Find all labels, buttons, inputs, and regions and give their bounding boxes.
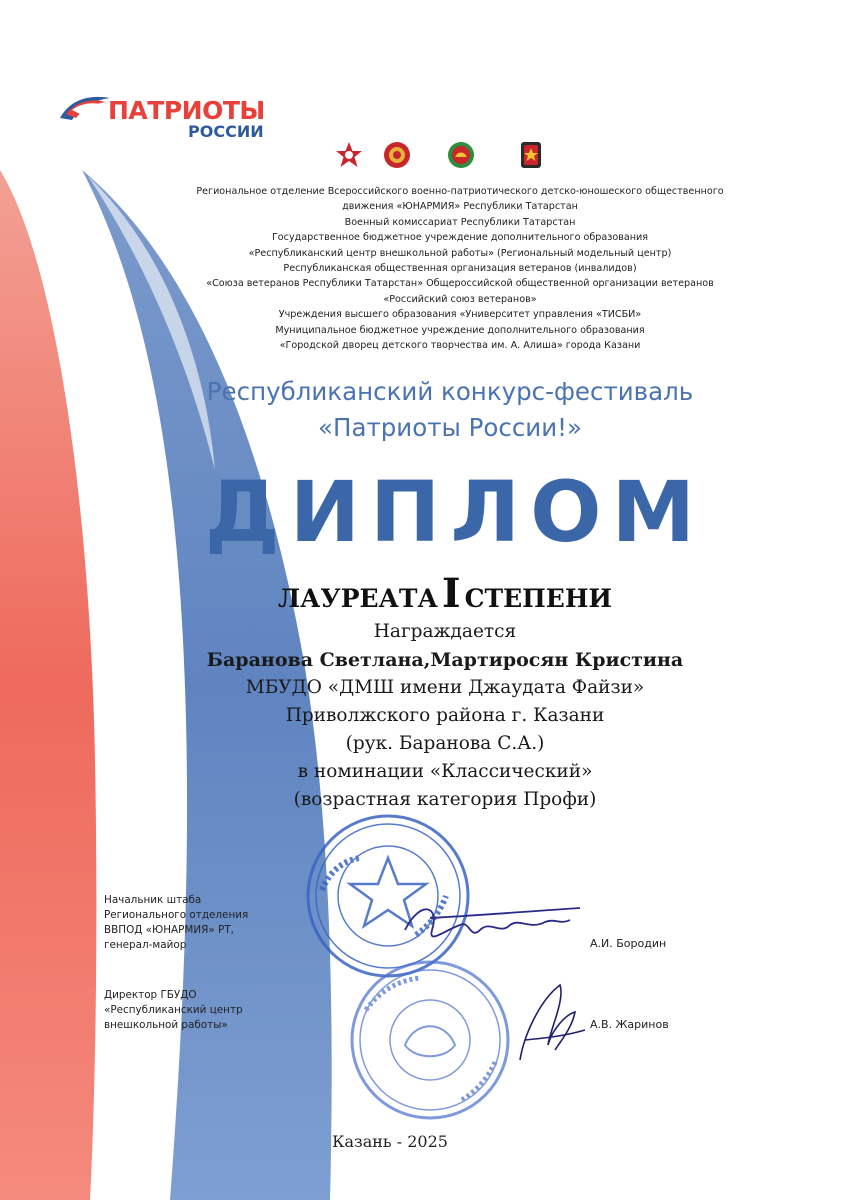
organizer-line: Военный комиссариат Республики Татарстан [344,216,576,228]
emblems-row [330,140,550,174]
diploma-title: ДИПЛОМ [204,463,706,561]
degree-roman: I [441,570,461,617]
district-name: Приволжского района г. Казани [285,705,605,726]
tatarstan-emblem-icon [446,140,476,170]
organizer-line: Республиканская общественная организация ветеранов (инвалидов) [283,263,637,275]
organizer-line: Государственное бюджетное учреждение дополнительного образования [271,232,649,244]
degree-word-degree: СТЕПЕНИ [464,584,613,613]
position-line: «Республиканский центр [104,1004,243,1016]
yunarmiya-star-icon [334,140,364,170]
contest-line-2: «Патриоты России!» [318,413,582,442]
position-line: генерал-майор [104,939,187,951]
logo-word-russia: РОССИИ [188,122,264,141]
degree-word-laureate: ЛАУРЕАТА [277,584,438,613]
teacher-name: (рук. Баранова С.А.) [345,733,545,754]
city-year: Казань - 2025 [332,1132,448,1151]
awarded-label: Награждается [373,621,517,642]
recipient-names: Баранова Светлана,Мартиросян Кристина [206,649,684,671]
organizer-line: «Республиканский центр внешкольной работы» (Региональный модельный центр) [248,247,672,259]
position-line: ВВПОД «ЮНАРМИЯ» РТ, [104,924,234,936]
degree-line [200,570,690,617]
organizer-line: Муниципальное бюджетное учреждение дополнительного образования [275,324,645,336]
signatory-1-position [104,893,248,953]
signatory-2-position [104,988,243,1033]
logo-word-patriots: ПАТРИОТЫ [108,96,265,125]
signatory-2-name: А.В. Жаринов [590,1018,669,1031]
position-line: Директор ГБУДО [104,989,197,1001]
veterans-emblem-icon [516,140,546,170]
school-name: МБУДО «ДМШ имени Джаудата Файзи» [245,677,645,698]
nomination: в номинации «Классический» [297,761,593,782]
organizer-line: «Российский союз ветеранов» [383,293,537,305]
military-commissariat-emblem-icon [382,140,412,170]
position-line: Начальник штаба [104,894,202,906]
organizer-line: движения «ЮНАРМИЯ» Республики Татарстан [342,201,578,213]
organizer-line: Региональное отделение Всероссийского военно-патриотического детско-юношеского общественного [196,186,724,197]
patriots-logo [58,84,288,144]
organizer-line: «Городской дворец детского творчества им. А. Алиша» города Казани [279,340,641,352]
age-category: (возрастная категория Профи) [293,789,597,810]
position-line: Регионального отделения [104,909,249,921]
organizer-line: Учреждения высшего образования «Университет управления «ТИСБИ» [278,309,642,321]
organizers-list [160,184,760,353]
award-block [150,618,740,814]
organizer-line: «Союза ветеранов Республики Татарстан» Общероссийской общественной организации ветеранов [206,278,714,290]
position-line: внешкольной работы» [104,1019,228,1031]
contest-title [150,374,750,446]
signatory-1-name: А.И. Бородин [590,937,667,950]
contest-line-1: Республиканский конкурс-фестиваль [206,377,694,406]
